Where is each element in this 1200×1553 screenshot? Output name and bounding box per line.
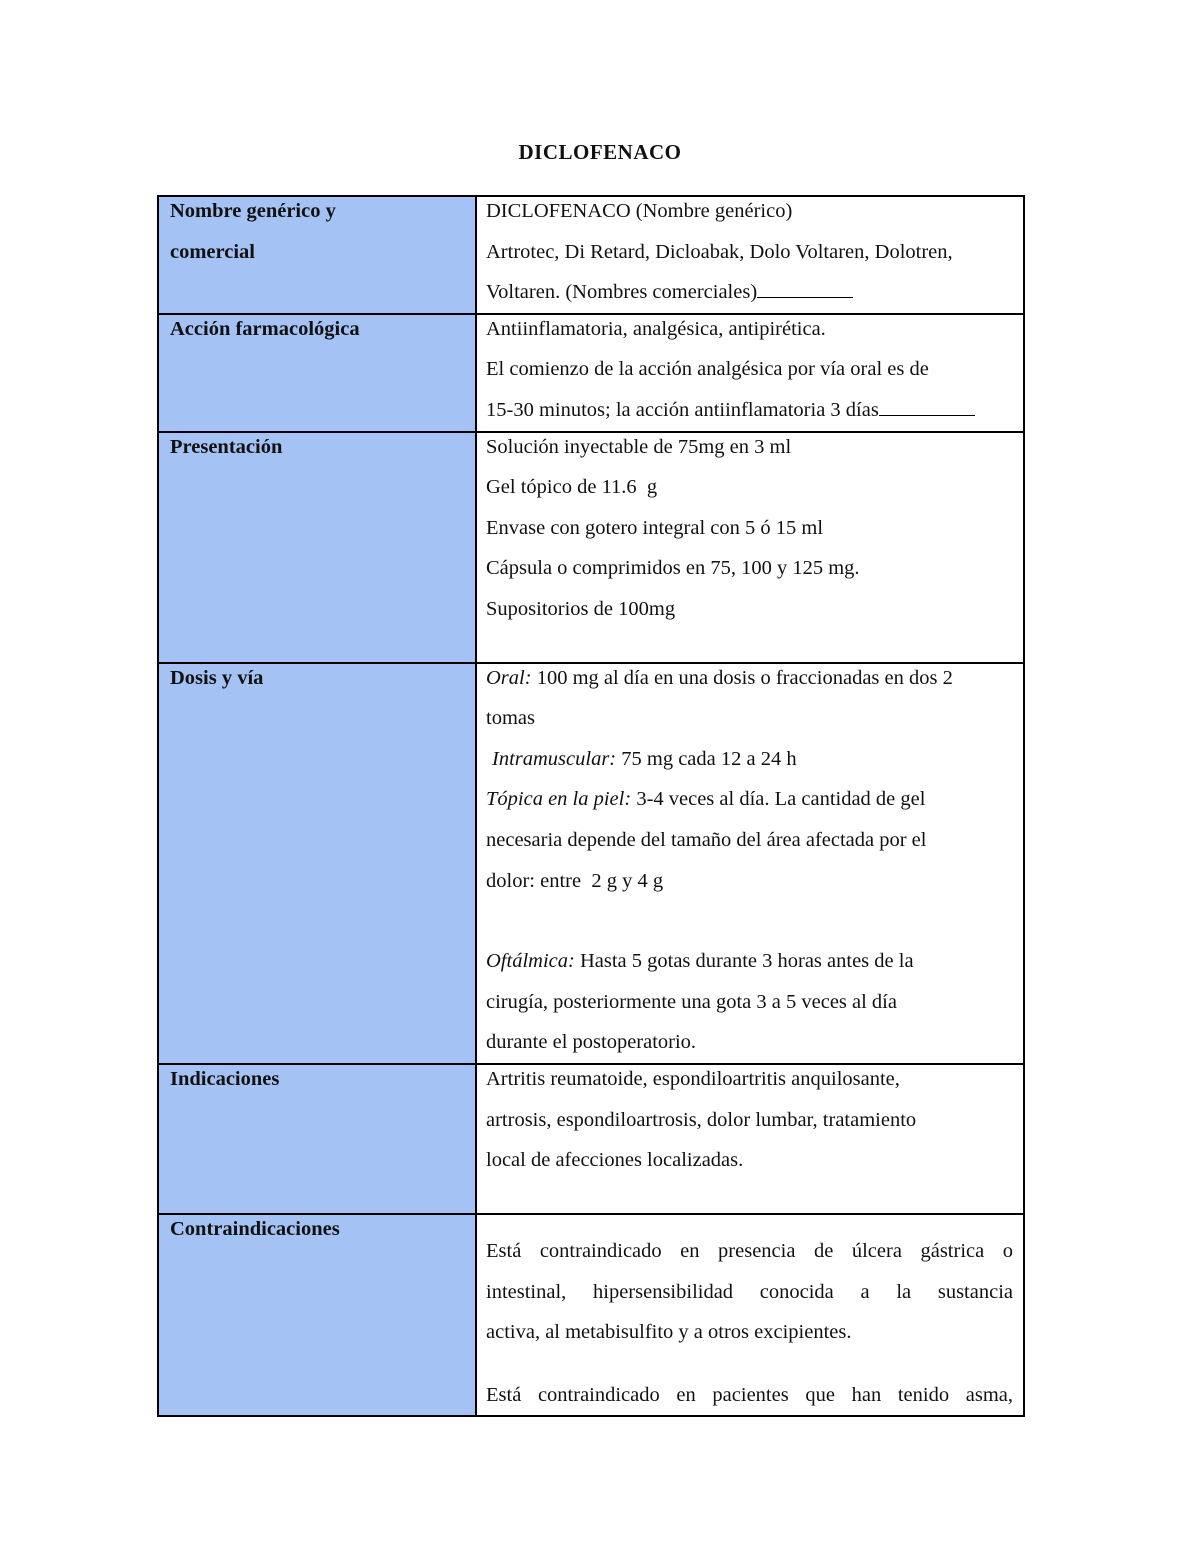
table-row <box>158 1214 1024 1416</box>
table-row <box>158 196 1024 314</box>
content-line: activa, al metabisulfito y a otros excipientes. <box>486 1321 852 1344</box>
content-line: DICLOFENACO (Nombre genérico) <box>486 200 793 222</box>
content-line: cirugía, posteriormente una gota 3 a 5 veces al día <box>486 990 897 1013</box>
content-line: Artritis reumatoide, espondiloartritis anquilosante, <box>486 1067 900 1090</box>
row-label: Acción farmacológica <box>158 314 476 432</box>
content-line: durante el postoperatorio. <box>486 1031 697 1054</box>
content-line: necesaria depende del tamaño del área afectada por el <box>486 828 927 851</box>
content-line: Artrotec, Di Retard, Dicloabak, Dolo Voltaren, Dolotren, <box>486 240 953 263</box>
drug-info-table <box>157 195 1025 1417</box>
row-content <box>476 663 1024 1064</box>
content-line: Solución inyectable de 75mg en 3 ml <box>486 435 792 458</box>
row-content <box>476 196 1024 314</box>
content-line: Está contraindicado en pacientes que han tenido asma, <box>486 1383 1013 1406</box>
content-line: local de afecciones localizadas. <box>486 1149 744 1172</box>
content-line: Voltaren. (Nombres comerciales) <box>486 272 1013 313</box>
row-content <box>476 1214 1024 1416</box>
table-row <box>158 663 1024 1064</box>
content-line: Antiinflamatoria, analgésica, antipirética. <box>486 317 826 340</box>
content-line: El comienzo de la acción analgésica por vía oral es de <box>486 358 929 381</box>
table-row <box>158 314 1024 432</box>
content-line: dolor: entre 2 g y 4 g <box>486 869 664 892</box>
content-line: tomas <box>486 707 535 730</box>
row-label: Indicaciones <box>158 1064 476 1214</box>
content-line: Tópica en la piel: 3-4 veces al día. La cantidad de gel <box>486 788 926 811</box>
content-line: artrosis, espondiloartrosis, dolor lumbar, tratamiento <box>486 1108 917 1131</box>
page-title: DICLOFENACO <box>518 140 682 164</box>
row-label: Presentación <box>158 432 476 663</box>
content-line: intestinal, hipersensibilidad conocida a la sustancia <box>486 1280 1013 1303</box>
row-label: Contraindicaciones <box>158 1214 476 1416</box>
content-line: Gel tópico de 11.6 g <box>486 476 658 499</box>
content-line: Cápsula o comprimidos en 75, 100 y 125 mg. <box>486 557 860 580</box>
table-row <box>158 1064 1024 1214</box>
content-line: Envase con gotero integral con 5 ó 15 ml <box>486 516 824 539</box>
row-content <box>476 432 1024 663</box>
row-label: Nombre genérico y comercial <box>158 196 476 314</box>
content-line: Supositorios de 100mg <box>486 597 676 620</box>
row-content <box>476 314 1024 432</box>
content-line: Oral: 100 mg al día en una dosis o fraccionadas en dos 2 <box>486 666 953 689</box>
row-label: Dosis y vía <box>158 663 476 1064</box>
table-row <box>158 432 1024 663</box>
row-content <box>476 1064 1024 1214</box>
content-line: Intramuscular: 75 mg cada 12 a 24 h <box>492 747 797 770</box>
content-line: 15-30 minutos; la acción antiinflamatoria 3 días <box>486 390 1013 431</box>
content-line: Está contraindicado en presencia de úlcera gástrica o <box>486 1239 1013 1262</box>
content-line: Oftálmica: Hasta 5 gotas durante 3 horas antes de la <box>486 950 914 973</box>
